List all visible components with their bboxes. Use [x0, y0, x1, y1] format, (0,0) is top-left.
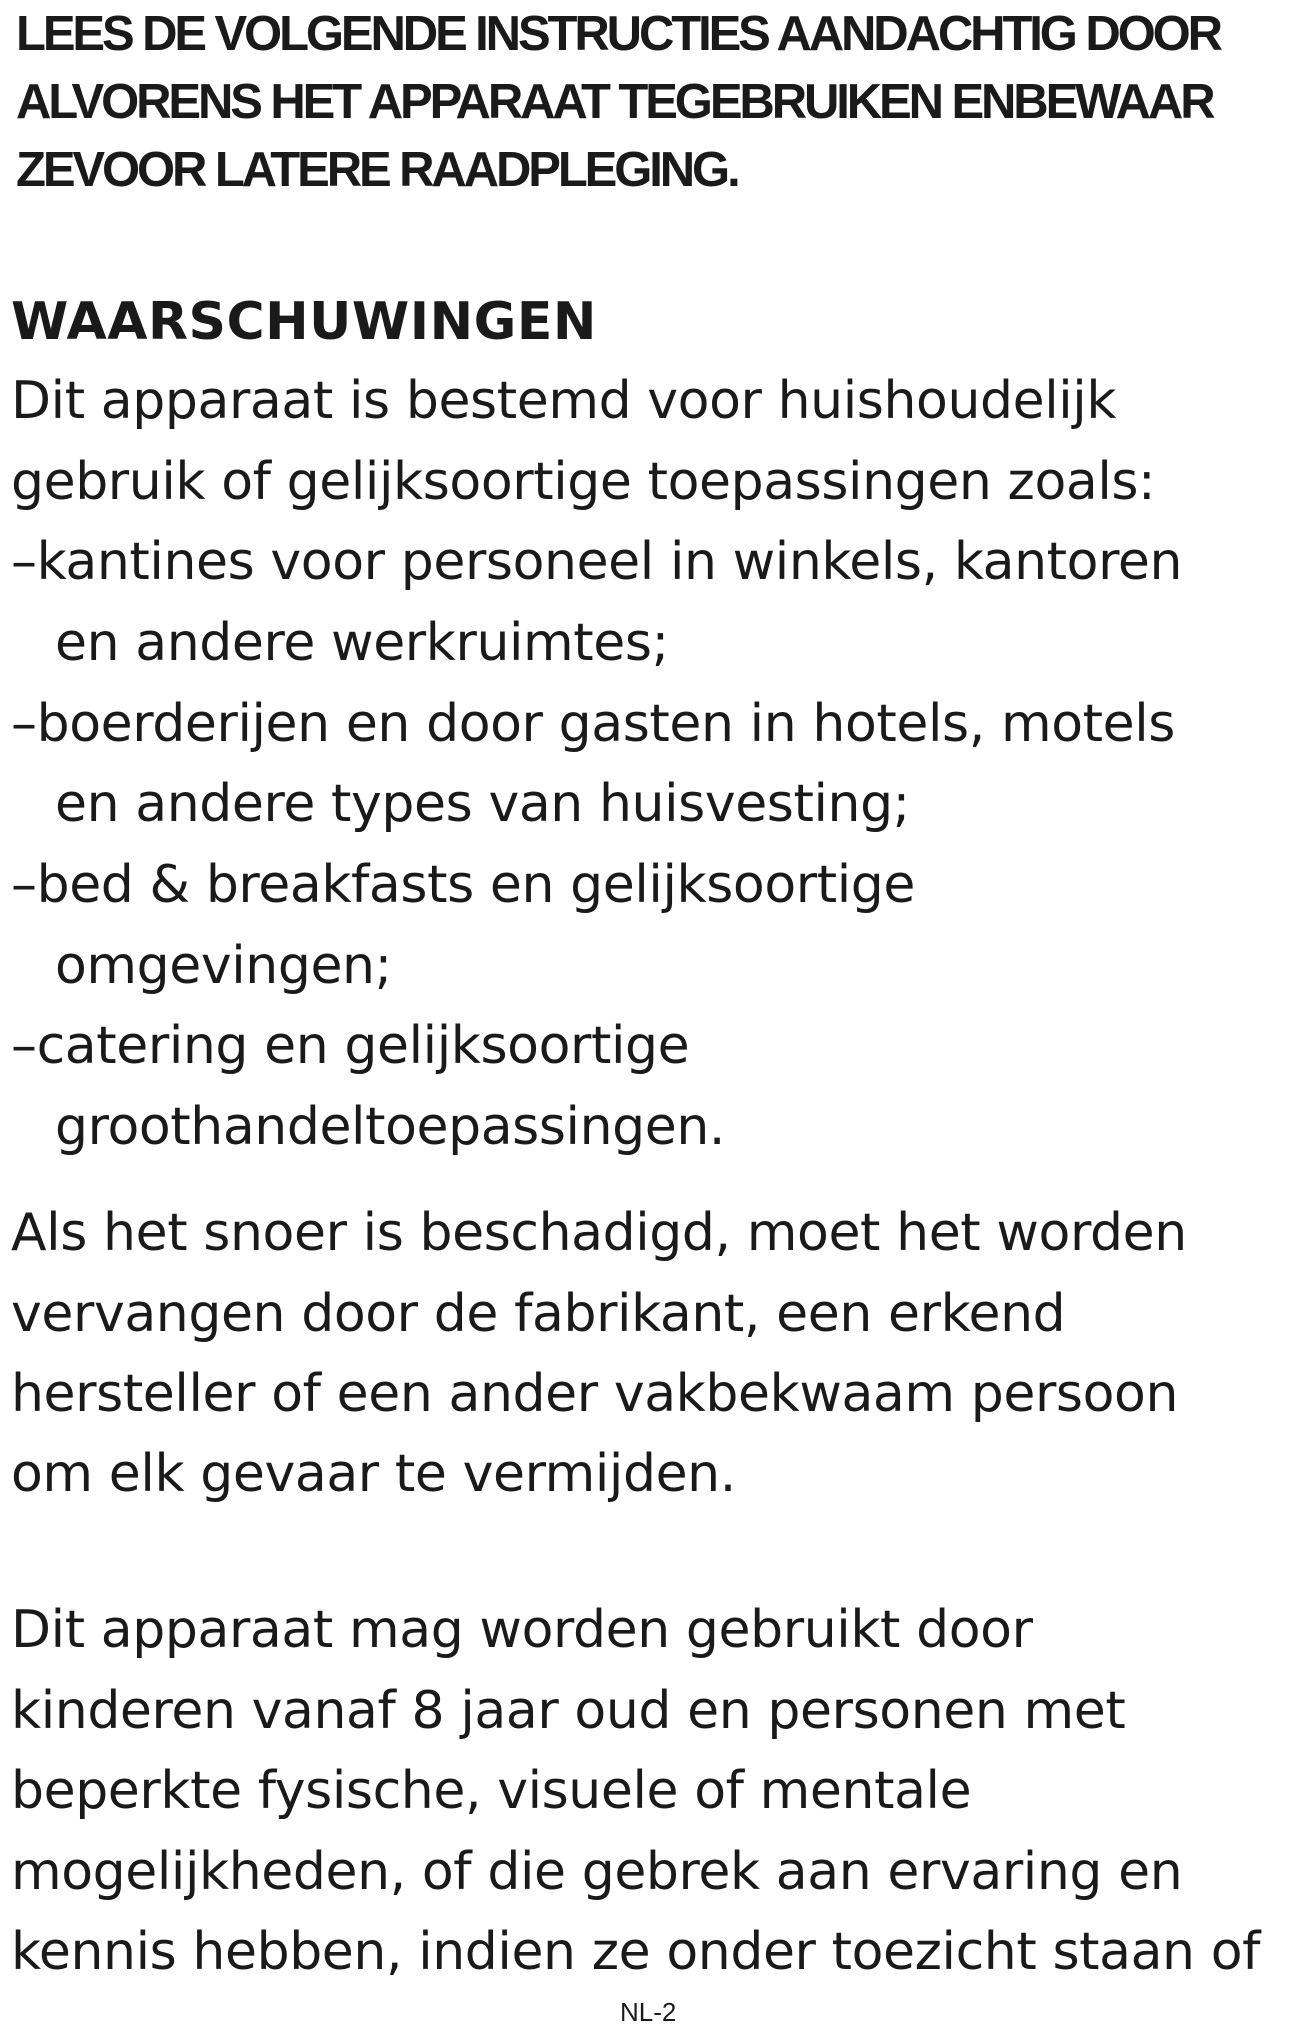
paragraph-line: gebruik of gelijksoortige toepassingen zoals:: [11, 452, 1156, 512]
intro-line: ALVORENS HET APPARAAT TEGEBRUIKEN ENBEWAAR: [16, 75, 1213, 129]
bullet-item: –catering en gelijksoortige: [11, 1016, 690, 1076]
paragraph-line: mogelijkheden, of die gebrek aan ervaring en: [11, 1842, 1183, 1902]
paragraph-line: Dit apparaat mag worden gebruikt door: [11, 1600, 1033, 1660]
intro-line: ZEVOOR LATERE RAADPLEGING.: [16, 143, 738, 197]
bullet-continuation: en andere werkruimtes;: [55, 613, 669, 673]
bullet-item: –boerderijen en door gasten in hotels, motels: [11, 694, 1175, 754]
paragraph-line: Dit apparaat is bestemd voor huishoudelijk: [11, 371, 1117, 431]
paragraph-line: vervangen door de fabrikant, een erkend: [11, 1284, 1066, 1344]
bullet-item: –bed & breakfasts en gelijksoortige: [11, 855, 915, 915]
bullet-continuation: groothandeltoepassingen.: [55, 1097, 726, 1157]
intro-line: LEES DE VOLGENDE INSTRUCTIES AANDACHTIG DOOR: [16, 7, 1220, 61]
page-number: NL-2: [620, 1997, 677, 2027]
paragraph-line: Als het snoer is beschadigd, moet het worden: [11, 1203, 1187, 1263]
paragraph-line: kinderen vanaf 8 jaar oud en personen met: [11, 1681, 1126, 1741]
paragraph-line: om elk gevaar te vermijden.: [11, 1444, 736, 1504]
paragraph-line: kennis hebben, indien ze onder toezicht staan of: [11, 1922, 1261, 1982]
bullet-item: –kantines voor personeel in winkels, kantoren: [11, 532, 1183, 592]
warnings-heading: WAARSCHUWINGEN: [11, 292, 597, 352]
bullet-continuation: en andere types van huisvesting;: [55, 774, 910, 834]
bullet-continuation: omgevingen;: [55, 936, 392, 996]
intro-instructions: [16, 0, 1300, 204]
paragraph-line: beperkte fysische, visuele of mentale: [11, 1761, 972, 1821]
paragraph-line: hersteller of een ander vakbekwaam persoon: [11, 1364, 1179, 1424]
